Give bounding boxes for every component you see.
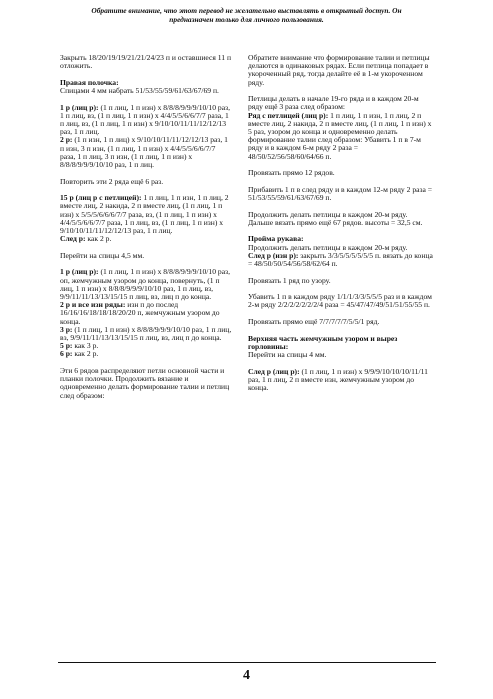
left-column bbox=[60, 54, 232, 408]
row-label: 1 р (лиц р): bbox=[60, 267, 99, 277]
row-label: 1 р (лиц р): bbox=[60, 102, 99, 112]
row-text: как 2 р. bbox=[87, 234, 112, 244]
paragraph: Обратите внимание что формирование талии и петлицы делаются в одинаковых рядах. Если петлица попадает в укороченный ряд, тогда делайте её в 1-м укороченном ряду. bbox=[248, 53, 430, 87]
paragraph: Повторить эти 2 ряда ещё 6 раз. bbox=[60, 176, 164, 186]
row-instructions bbox=[60, 104, 232, 170]
paragraph: Перейти на спицы 4,5 мм. bbox=[60, 250, 145, 260]
row-label: 2 р: bbox=[60, 135, 73, 145]
row-text: закрыть 3/3/5/5/5/5/5/5 п. вязать до конца = 48/50/50/54/56/58/62/64 п. bbox=[248, 250, 433, 269]
paragraph: Провязать прямо 12 рядов. bbox=[248, 168, 335, 178]
row-text: (1 п изн, 1 п лиц) х 9/10/10/11/11/12/12/13 раз, 1 п изн, 3 п изн, (1 п лиц, 1 п изн) х 4/4/5/5/6/6/7/7 раза, 1 п лиц, 3 п изн, (1 п лиц, 1 п изн) х 8/8/8/9/9/9/10/10 раз, 1 п лиц. bbox=[60, 135, 228, 170]
paragraph: Прибавить 1 п в след ряду и в каждом 12-м ряду 2 раза = 51/53/55/59/61/63/67/69 п. bbox=[248, 184, 433, 203]
section-right-front bbox=[60, 79, 232, 95]
row-instructions bbox=[60, 268, 232, 358]
right-column bbox=[248, 54, 434, 401]
row-text: изн п до послед 16/16/16/18/18/18/20/20 п, жемчужным узором до конца. bbox=[60, 300, 220, 326]
paragraph: Эти 6 рядов распределяют петли основной части и планки полочки. Продолжить вязание и одновременно делать формирование талии и петлиц след образом: bbox=[60, 366, 230, 400]
paragraph: Петлицы делать в начале 19-го ряда и в каждом 20-м ряду ещё 3 раза след образом: bbox=[248, 94, 419, 112]
row-label: След р: bbox=[60, 234, 86, 244]
row-label: 2 р и все изн ряды: bbox=[60, 300, 126, 310]
row-text: (1 п лиц, 1 п изн) х 8/8/8/9/9/9/10/10 раз, 1 п лиц, вз, (1 п лиц, 1 п изн) х 4/4/5/5/6/6/7/7 раза, 1 п лиц, вз, (1 п лиц, 1 п изн) х 9/10/10/11/11/12/12/13 раз, 1 п лиц. bbox=[60, 102, 230, 137]
row-label: 3 р: bbox=[60, 324, 73, 334]
row-text: (1 п лиц, 1 п изн) х 9/9/9/10/10/10/11/11 раз, 1 п лиц, 2 п вместе изн, жемчужным узором до конца. bbox=[248, 366, 428, 392]
paragraph: Убавить 1 п в каждом ряду 1/1/1/3/3/5/5/5 раз и в каждом 2-м ряду 2/2/2/2/2/2/2/4 раза = 45/47/47/49/51/51/55/55 п. bbox=[248, 292, 432, 310]
row-instructions bbox=[60, 194, 232, 243]
row-text: (1 п лиц, 1 п изн) х 8/8/8/9/9/9/10/10 раз, 1 п лиц, вз, 9/9/11/11/13/13/15/15 п лиц, вз, лиц п до конца. bbox=[60, 324, 232, 343]
paragraph: Перейти на спицы 4 мм. bbox=[248, 350, 327, 359]
row-instructions bbox=[248, 368, 434, 393]
paragraph: Продолжить делать петлицы в каждом 20-м ряду. Дальше вязать прямо ещё 67 рядов. высоты = 32,5 см. bbox=[248, 209, 423, 227]
row-text: 1 п лиц, 1 п изн, 1 п лиц, 2 вместе лиц, 2 накида, 2 п вместе лиц, (1 п лиц, 1 п изн) х 5/5/5/6/6/6/7/7 раза, вз, (1 п лиц, 1 п изн) х 4/4/5/5/6/6/7/7 раза, 1 п лиц, вз, (1 п лиц, 1 п изн) х 9/10/10/11/11/12/12/13 раз, 1 п лиц. bbox=[60, 193, 229, 236]
section-heading: Правая полочка: bbox=[60, 77, 119, 87]
row-label: След р (изн р): bbox=[248, 250, 299, 260]
row-label: След р (лиц р): bbox=[248, 366, 300, 376]
header-note bbox=[70, 6, 423, 24]
paragraph: Провязать прямо ещё 7/7/7/7/7/5/5/1 ряд. bbox=[248, 317, 380, 326]
paragraph: Спицами 4 мм набрать 51/53/55/59/61/63/67/69 п. bbox=[60, 86, 219, 95]
section-armhole bbox=[248, 235, 434, 268]
section-heading: Верхняя часть жемчужным узором и вырез горловины: bbox=[248, 333, 398, 351]
section-heading: Пройма рукава: bbox=[248, 234, 304, 244]
paragraph: Закрыть 18/20/19/19/21/21/24/23 п и оставшиеся 11 п отложить. bbox=[60, 53, 232, 71]
row-label: 15 р (лиц р с петлицей): bbox=[60, 193, 142, 203]
section-neckline bbox=[248, 335, 434, 360]
row-text: как 3 р. bbox=[74, 341, 99, 351]
footer-divider bbox=[58, 662, 436, 663]
row-text: 1 п лиц, 1 п изн, 1 п лиц, 2 п вместе лиц, 2 накида, 2 п вместе лиц, (1 п лиц, 1 п изн) х 5 раз, узором до конца и одновременно делать формирование талии след образом: Убавить 1 п в 7-м ряду и в каждом 6-м ряду 2 раза = 48/50/52/56/58/60/64/66 п. bbox=[248, 110, 432, 161]
paragraph: Провязать 1 ряд по узору. bbox=[248, 275, 331, 285]
row-label: 5 р: bbox=[60, 341, 73, 351]
row-text: (1 п лиц, 1 п изн) х 8/8/8/9/9/9/10/10 раз, оп, жемчужным узором до конца, повернуть, (1 п лиц, 1 п изн) х 8/8/8/9/9/9/10/10 раз, 1 п лиц, вз, 9/9/11/11/13/13/15/15 п лиц, вз, лиц п до конца. bbox=[60, 267, 230, 302]
row-label: Ряд с петлицей (лиц р): bbox=[248, 110, 329, 120]
header-line-2: предназначен только для личного пользования. bbox=[169, 15, 324, 24]
row-label: 6 р: bbox=[60, 349, 73, 359]
row-text: как 2 р. bbox=[74, 349, 99, 359]
header-line-1: Обратите внимание, что этот перевод не желательно выставлять в открытый доступ. Он bbox=[91, 6, 402, 15]
paragraph: Продолжить делать петлицы в каждом 20-м ряду. bbox=[248, 242, 408, 252]
buttonhole-instructions bbox=[248, 95, 434, 161]
page-number: 4 bbox=[243, 668, 250, 683]
